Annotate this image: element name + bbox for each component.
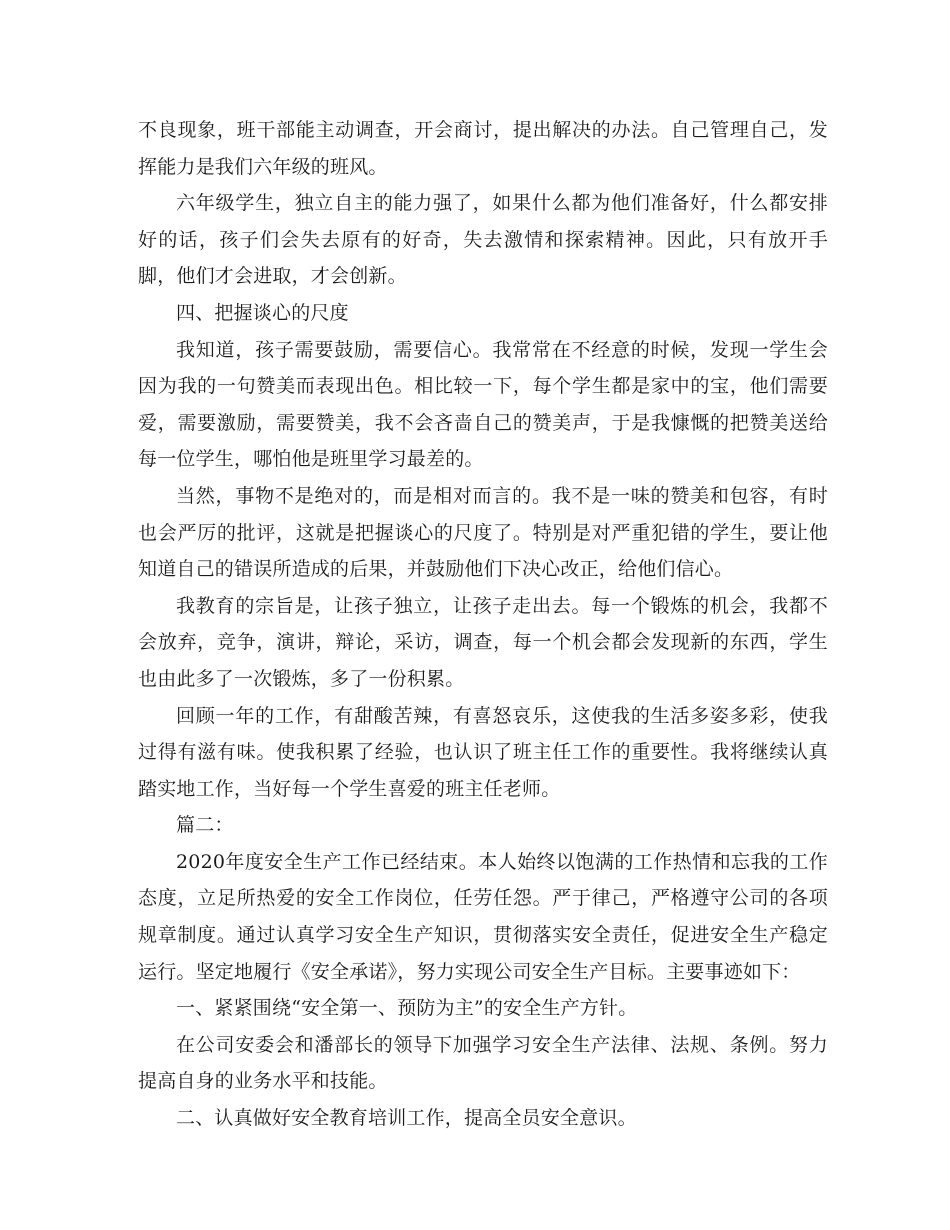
document-body [138, 112, 828, 1137]
paragraph: 当然，事物不是绝对的，而是相对而言的。我不是一味的赞美和包容，有时也会严厉的批评，这就是把握谈心的尺度了。特别是对严重犯错的学生，要让他知道自己的错误所造成的后果，并鼓励他们下决心改正，给他们信心。 [138, 484, 828, 581]
paragraph-continuation: 不良现象，班干部能主动调查，开会商讨，提出解决的办法。自己管理自己，发挥能力是我们六年级的班风。 [138, 119, 828, 178]
section-heading: 二、认真做好安全教育培训工作，提高全员安全意识。 [176, 1107, 637, 1130]
section-heading: 四、把握谈心的尺度 [176, 301, 349, 324]
paragraph: 回顾一年的工作，有甜酸苦辣，有喜怒哀乐，这使我的生活多姿多彩，使我过得有滋有味。使我积累了经验，也认识了班主任工作的重要性。我将继续认真踏实地工作，当好每一个学生喜爱的班主任老师。 [138, 704, 828, 800]
paragraph: 2020年度安全生产工作已经结束。本人始终以饱满的工作热情和忘我的工作态度，立足所热爱的安全工作岗位，任劳任怨。严于律己，严格遵守公司的各项规章制度。通过认真学习安全生产知识，贯彻落实安全责任，促进安全生产稳定运行。坚定地履行《安全承诺》，努力实现公司安全生产目标。主要事迹如下： [138, 850, 828, 983]
paragraph: 我知道，孩子需要鼓励，需要信心。我常常在不经意的时候，发现一学生会因为我的一句赞美而表现出色。相比较一下，每个学生都是家中的宝，他们需要爱，需要激励，需要赞美，我不会吝啬自己的赞美声，于是我慷慨的把赞美送给每一位学生，哪怕他是班里学习最差的。 [138, 338, 828, 471]
paragraph: 我教育的宗旨是，让孩子独立，让孩子走出去。每一个锻炼的机会，我都不会放弃，竞争，演讲，辩论，采访，调查，每一个机会都会发现新的东西，学生也由此多了一次锻炼，多了一份积累。 [138, 594, 828, 690]
paragraph: 在公司安委会和潘部长的领导下加强学习安全生产法律、法规、条例。努力提高自身的业务水平和技能。 [138, 1033, 828, 1093]
paragraph: 六年级学生，独立自主的能力强了，如果什么都为他们准备好，什么都安排好的话，孩子们会失去原有的好奇，失去激情和探索精神。因此，只有放开手脚，他们才会进取，才会创新。 [138, 192, 828, 288]
part-heading: 篇二： [176, 814, 234, 837]
section-heading: 一、紧紧围绕“安全第一、预防为主”的安全生产方针。 [176, 997, 638, 1020]
